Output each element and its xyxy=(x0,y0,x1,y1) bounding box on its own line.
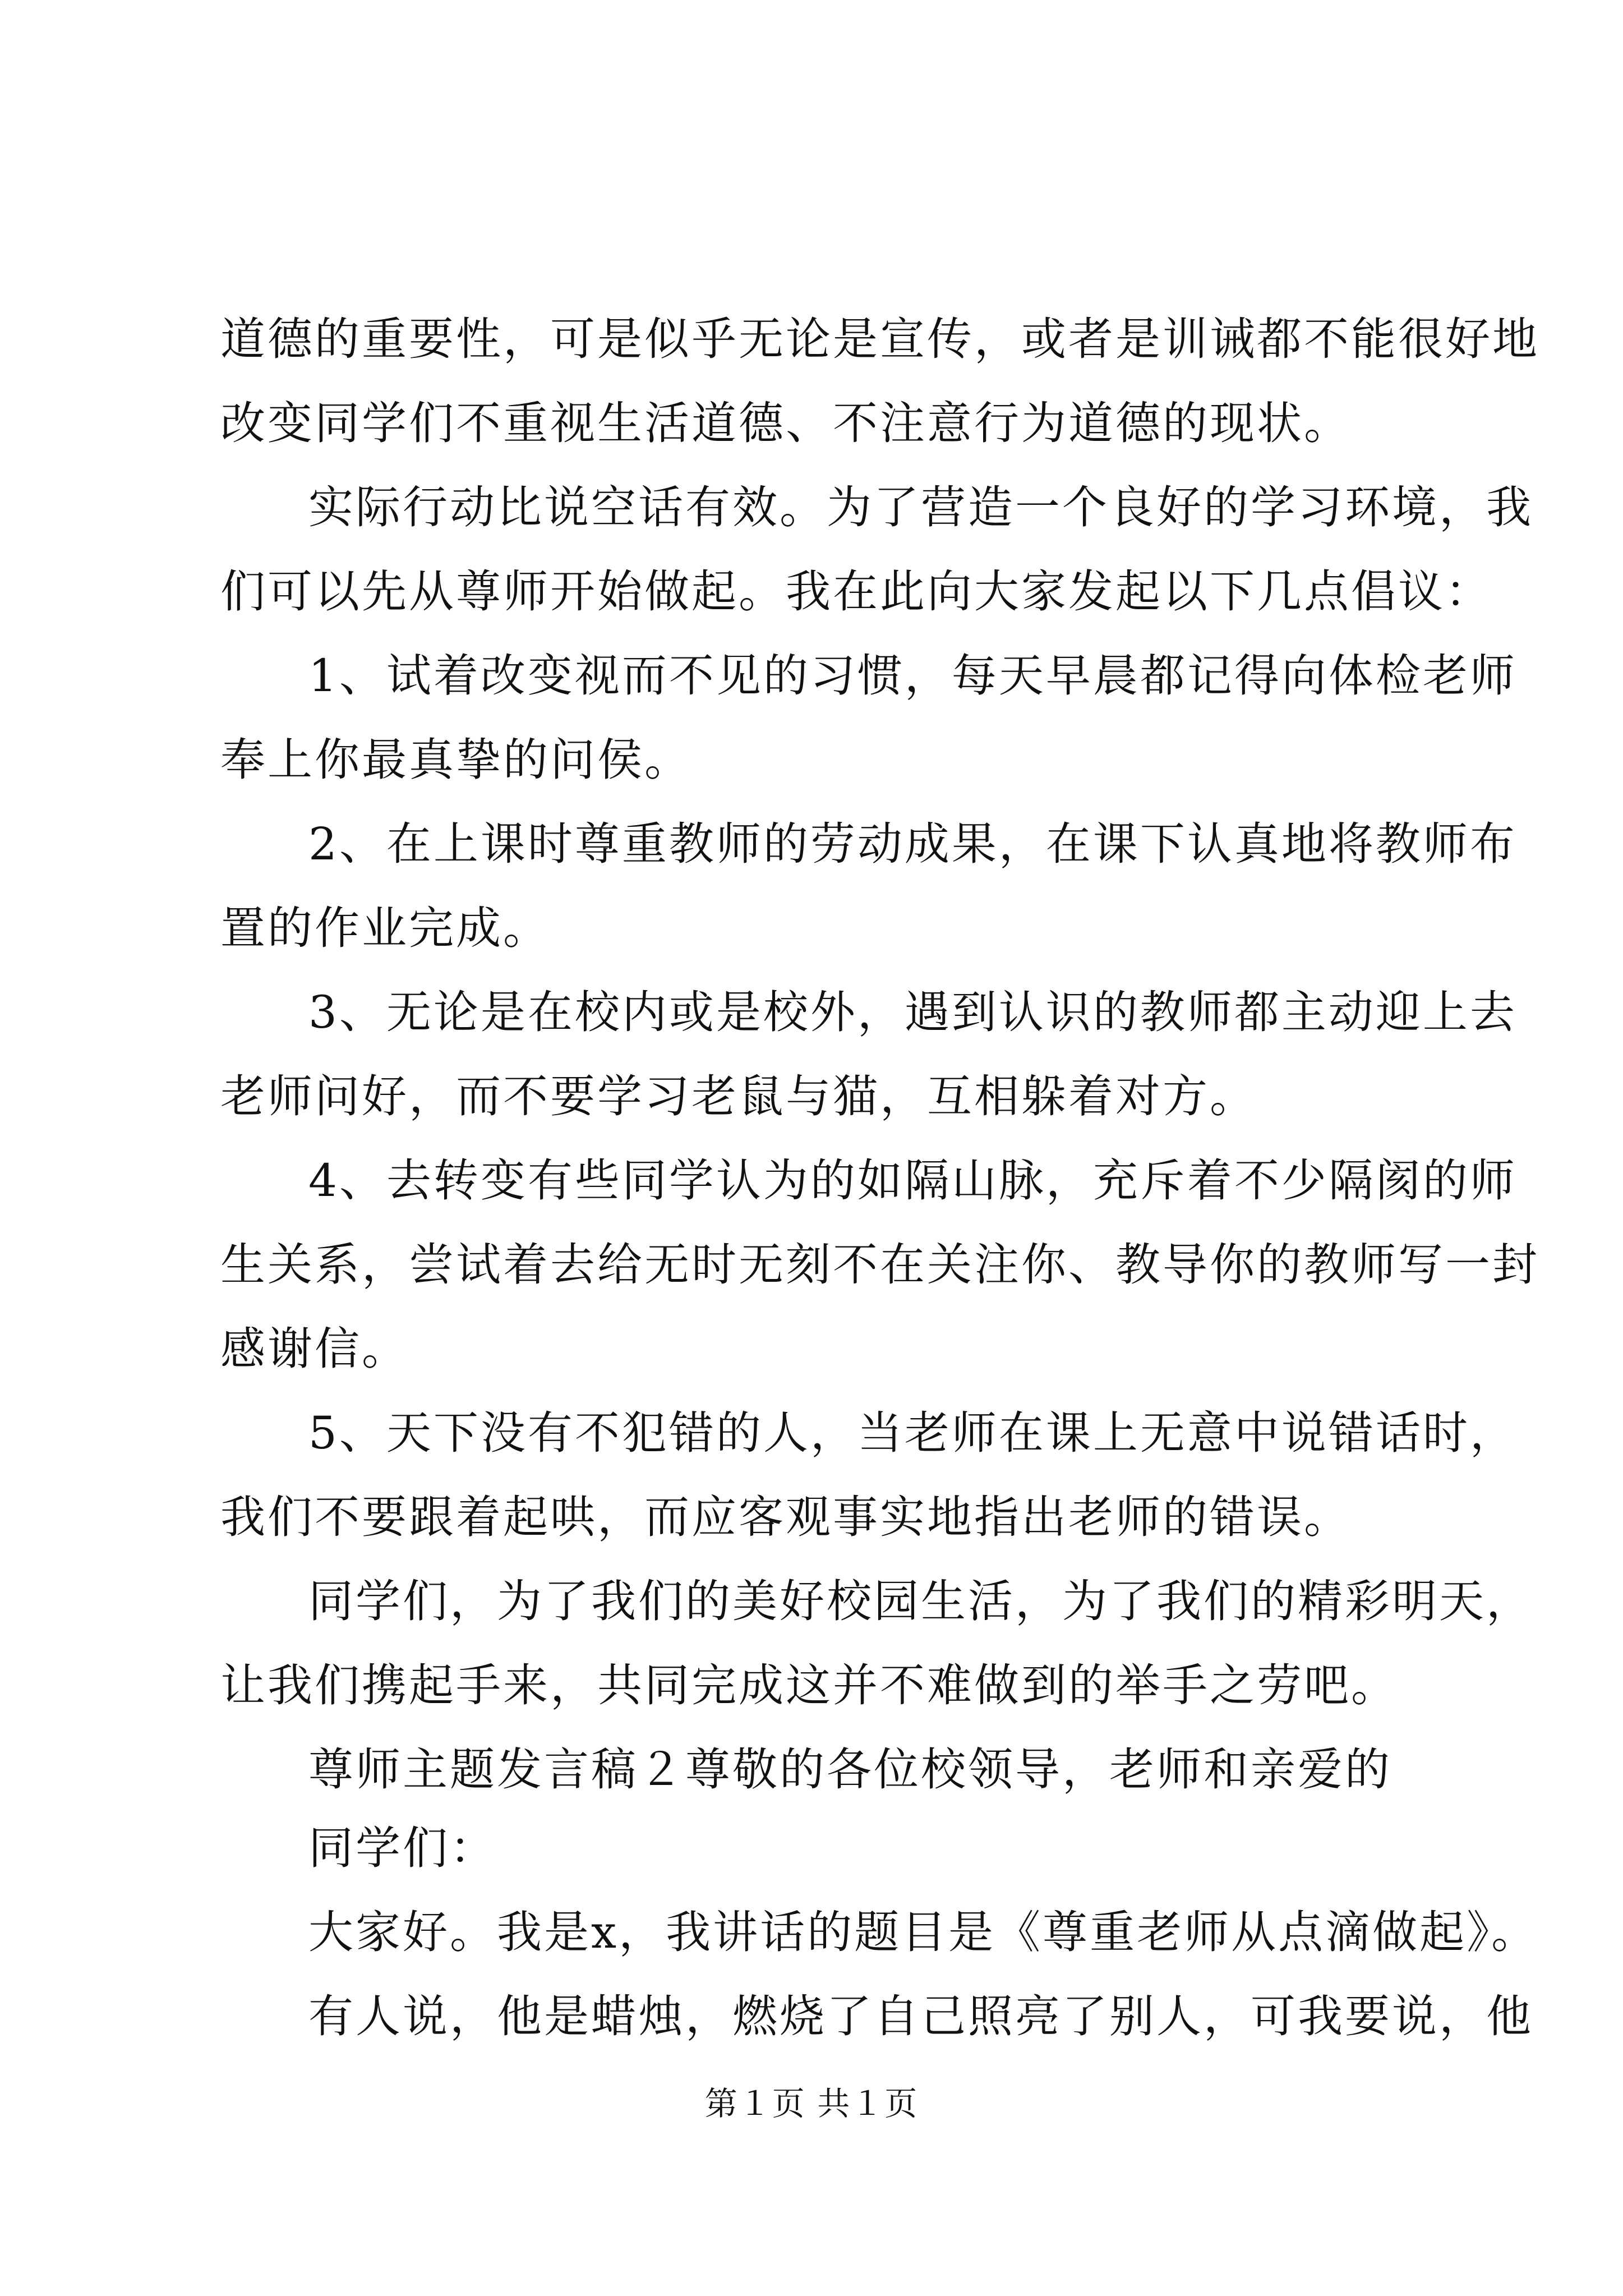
text-line-9: 3、无论是在校内或是校外，遇到认识的教师都主动迎上去 xyxy=(308,986,1517,1038)
text-line-7: 2、在上课时尊重教师的劳动成果，在课下认真地将教师布 xyxy=(308,818,1517,870)
text-line-14: 5、天下没有不犯错的人，当老师在课上无意中说错话时， xyxy=(308,1407,1517,1459)
text-line-12: 生关系，尝试着去给无时无刻不在关注你、教导你的教师写一封 xyxy=(220,1239,1539,1291)
text-line-11: 4、去转变有些同学认为的如隔山脉，充斥着不少隔阂的师 xyxy=(308,1154,1517,1207)
text-line-1: 道德的重要性，可是似乎无论是宣传，或者是训诫都不能很好地 xyxy=(220,313,1539,365)
text-line-15: 我们不要跟着起哄，而应客观事实地指出老师的错误。 xyxy=(220,1491,1351,1543)
text-line-3: 实际行动比说空话有效。为了营造一个良好的学习环境，我 xyxy=(308,481,1533,533)
text-line-21: 有人说，他是蜡烛，燃烧了自己照亮了别人，可我要说，他 xyxy=(308,1990,1533,2042)
text-line-16: 同学们，为了我们的美好校园生活，为了我们的精彩明天， xyxy=(308,1575,1533,1627)
text-line-6: 奉上你最真挚的问侯。 xyxy=(220,734,691,786)
text-line-20: 大家好。我是x，我讲话的题目是《尊重老师从点滴做起》。 xyxy=(308,1906,1539,1958)
text-line-5: 1、试着改变视而不见的习惯，每天早晨都记得向体检老师 xyxy=(308,650,1517,702)
text-line-13: 感谢信。 xyxy=(220,1323,409,1375)
text-line-2: 改变同学们不重视生活道德、不注意行为道德的现状。 xyxy=(220,397,1351,449)
text-line-18: 尊师主题发言稿２尊敬的各位校领导，老师和亲爱的 xyxy=(308,1743,1392,1796)
text-line-19: 同学们： xyxy=(308,1822,497,1874)
text-line-10: 老师问好，而不要学习老鼠与猫，互相躲着对方。 xyxy=(220,1070,1257,1122)
page-number-footer: 第１页 共１页 xyxy=(704,2085,919,2123)
text-line-8: 置的作业完成。 xyxy=(220,902,550,954)
text-line-4: 们可以先从尊师开始做起。我在此向大家发起以下几点倡议： xyxy=(220,565,1492,618)
text-line-17: 让我们携起手来，共同完成这并不难做到的举手之劳吧。 xyxy=(220,1659,1398,1711)
